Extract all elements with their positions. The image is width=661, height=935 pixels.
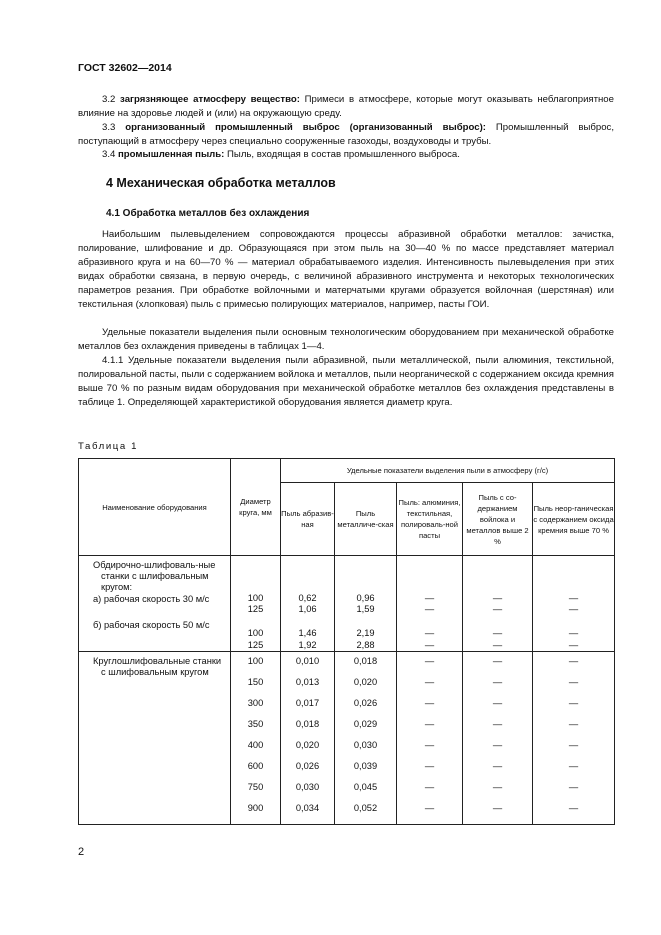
col-header-metal: Пыль металличе-ская (335, 483, 397, 556)
group2-diameter-cell (231, 652, 281, 825)
paragraph-2: Удельные показатели выделения пыли основным технологическим оборудованием при механической обработке металлов без охлаждения приведены в таблицах 1—4. (78, 327, 614, 352)
group1-diameter-cell (231, 556, 281, 652)
value: — (568, 803, 579, 813)
value: — (492, 698, 503, 708)
value: — (568, 719, 579, 729)
value: 2,88 (356, 639, 375, 650)
value: — (424, 677, 435, 687)
value: — (568, 761, 579, 771)
def-text: Примеси в атмосфере, которые могут оказывать неблагоприятное влияние на здоровье людей и (или) на окружающую среду. (78, 94, 614, 119)
diameter: 150 (247, 677, 264, 687)
value: — (424, 782, 435, 792)
value: 0,026 (295, 761, 320, 771)
group2-abrasive-cell (281, 652, 335, 825)
value: — (424, 740, 435, 750)
subsection-heading: 4.1 Обработка металлов без охлаждения (106, 208, 310, 219)
value: — (568, 656, 579, 666)
value: — (568, 628, 579, 639)
group1-aluminium-cell (397, 556, 463, 652)
table-caption: Таблица 1 (78, 441, 139, 452)
group2-silica-cell (533, 652, 615, 825)
col-header-name: Наименование оборудования (79, 459, 231, 556)
def-number: 3.3 (102, 122, 116, 133)
value: — (492, 593, 503, 603)
diameter: 125 (247, 604, 264, 615)
def-text: Пыль, входящая в состав промышленного выброса. (224, 149, 460, 160)
section-heading: 4 Механическая обработка металлов (106, 176, 336, 190)
group2-metal-cell (335, 652, 397, 825)
value: 0,045 (353, 782, 378, 792)
value: — (424, 761, 435, 771)
page-number: 2 (78, 846, 85, 858)
data-table (78, 458, 615, 825)
value: — (424, 593, 435, 603)
value: 0,026 (353, 698, 378, 708)
col-header-abrasive: Пыль абразив-ная (281, 483, 335, 556)
value: 1,46 (298, 628, 317, 639)
value: — (492, 740, 503, 750)
def-number: 3.4 (102, 149, 116, 160)
value: — (492, 628, 503, 639)
col-header-group: Удельные показатели выделения пыли в атмосферу (г/с) (281, 459, 615, 483)
value: 0,010 (295, 656, 320, 666)
value: — (492, 656, 503, 666)
diameter: 900 (247, 803, 264, 813)
value: — (568, 593, 579, 603)
group2-aluminium-cell (397, 652, 463, 825)
value: 0,018 (353, 656, 378, 666)
value: — (424, 628, 435, 639)
value: — (568, 782, 579, 792)
group2-name: Круглошлифовальные станки с шлифовальным кругом (93, 656, 222, 678)
diameter: 350 (247, 719, 264, 729)
diameter: 100 (247, 628, 264, 639)
value: 0,030 (353, 740, 378, 750)
value: — (424, 719, 435, 729)
value: — (492, 719, 503, 729)
diameter: 750 (247, 782, 264, 792)
group1-sub-b: б) рабочая скорость 50 м/с (93, 619, 210, 630)
group1-metal-cell (335, 556, 397, 652)
value: — (424, 698, 435, 708)
value: 0,018 (295, 719, 320, 729)
definition-3-2 (78, 93, 614, 121)
value: 0,030 (295, 782, 320, 792)
value: — (424, 639, 435, 650)
col-header-aluminium: Пыль: алюминия, текстильная, полироваль-ной пасты (397, 483, 463, 556)
value: — (492, 639, 503, 650)
group1-name-cell (79, 556, 231, 652)
col-header-felt: Пыль с со-держанием войлока и металлов выше 2 % (463, 483, 533, 556)
value: 0,017 (295, 698, 320, 708)
value: 2,19 (356, 628, 375, 639)
value: — (568, 604, 579, 615)
value: — (492, 782, 503, 792)
value: 0,034 (295, 803, 320, 813)
diameter: 300 (247, 698, 264, 708)
group1-felt-cell (463, 556, 533, 652)
diameter: 125 (247, 639, 264, 650)
diameter: 100 (247, 656, 264, 666)
diameter: 100 (247, 593, 264, 603)
def-term: загрязняющее атмосферу вещество: (120, 94, 300, 105)
value: 1,92 (298, 639, 317, 650)
value: 1,59 (356, 604, 375, 615)
value: — (424, 604, 435, 615)
value: 0,013 (295, 677, 320, 687)
value: — (424, 803, 435, 813)
value: — (492, 677, 503, 687)
document-code: ГОСТ 32602—2014 (78, 62, 172, 74)
value: 0,052 (353, 803, 378, 813)
diameter: 600 (247, 761, 264, 771)
value: 0,039 (353, 761, 378, 771)
def-number: 3.2 (102, 94, 116, 105)
value: — (568, 639, 579, 650)
definition-3-4 (78, 148, 614, 162)
group2-felt-cell (463, 652, 533, 825)
def-term: промышленная пыль: (118, 149, 225, 160)
group2-name-cell (79, 652, 231, 825)
def-term: организованный промышленный выброс (организованный выброс): (125, 122, 486, 133)
group1-sub-a: а) рабочая скорость 30 м/с (93, 593, 210, 604)
value: — (568, 698, 579, 708)
value: — (492, 803, 503, 813)
value: 0,029 (353, 719, 378, 729)
definition-3-3 (78, 121, 614, 149)
diameter: 400 (247, 740, 264, 750)
col-header-silica: Пыль неор-ганическая с содержанием оксида кремния выше 70 % (533, 483, 615, 556)
value: 0,62 (298, 593, 317, 603)
group1-name: Обдирочно-шлифоваль-ные станки с шлифовальным кругом: (93, 560, 216, 593)
value: 0,020 (353, 677, 378, 687)
value: 1,06 (298, 604, 317, 615)
col-header-diameter: Диаметр круга, мм (231, 459, 281, 556)
def-text: Промышленный выброс, поступающий в атмосферу через специально сооруженные газоходы, воздуховоды и трубы. (78, 122, 615, 147)
group1-abrasive-cell (281, 556, 335, 652)
paragraph-1: Наибольшим пылевыделением сопровождаются процессы абразивной обработки металлов: зачистка, полирование, шлифование и др. Образующаяся при этом пыль на 30—40 % по массе представляет материал абразивного круга и на 60—70 % — материал обрабатываемого изделия. Интенсивность пылевыделения при этих видах обработки связана, в первую очередь, с величиной абразивного инструмента и некоторых технологических параметров резания. При обработке войлочными и матерчатыми кругами образуется войлочная (шерстяная) или текстильная (хлопковая) пыль с примесью полирующих материалов, например, пасты ГОИ. (78, 229, 614, 310)
group1-silica-cell (533, 556, 615, 652)
paragraph-3: 4.1.1 Удельные показатели выделения пыли абразивной, пыли металлической, пыли алюминия, текстильной, полировальной пасты, пыли с содержанием войлока и металлов, пыли неорганической с содержанием оксида кремния выше 70 % по разным видам оборудования при механической обработке металлов без охлаждения представлены в таблице 1. Определяющей характеристикой оборудования является диаметр круга. (78, 355, 614, 408)
value: — (492, 604, 503, 615)
value: — (568, 677, 579, 687)
value: — (492, 761, 503, 771)
value: 0,96 (356, 593, 375, 603)
value: 0,020 (295, 740, 320, 750)
value: — (568, 740, 579, 750)
value: — (424, 656, 435, 666)
